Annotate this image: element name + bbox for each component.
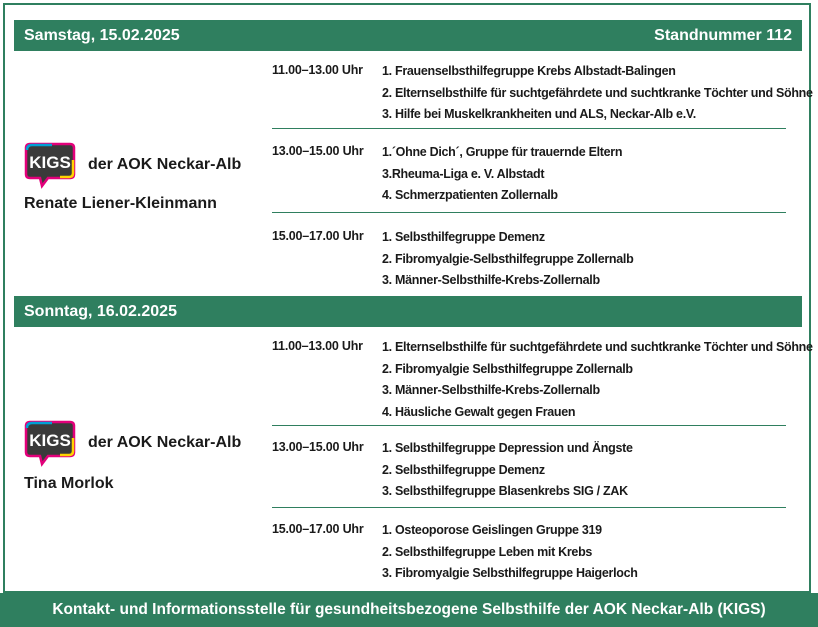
divider (272, 128, 786, 129)
list-item: 4. Schmerzpatienten Zollernalb (382, 188, 558, 202)
saturday-org (22, 140, 241, 190)
svg-text:KIGS: KIGS (29, 153, 71, 172)
list-item: 2. Fibromyalgie-Selbsthilfegruppe Zollernalb (382, 251, 634, 266)
list-item: 2. Selbsthilfegruppe Demenz (382, 462, 545, 477)
list-item: 3. Männer-Selbsthilfe-Krebs-Zollernalb (382, 273, 600, 287)
svg-text:KIGS: KIGS (29, 431, 71, 450)
list-item: 3. Hilfe bei Muskelkrankheiten und ALS, Neckar-Alb e.V. (382, 107, 696, 121)
list-item: 3.Rheuma-Liga e. V. Albstadt (382, 166, 545, 181)
list-item: 1. Selbsthilfegruppe Demenz (382, 230, 545, 244)
list-item: 3. Fibromyalgie Selbsthilfegruppe Haigerloch (382, 566, 638, 580)
list-item: 2. Elternselbsthilfe für suchtgefährdete und suchtkranke Töchter und Söhne (382, 85, 813, 100)
divider (272, 212, 786, 213)
list-item: 1.´Ohne Dich´, Gruppe für trauernde Eltern (382, 145, 623, 159)
saturday-org-name: der AOK Neckar-Alb (88, 156, 242, 173)
sunday-header (14, 296, 802, 327)
list-item: 1. Elternselbsthilfe für suchtgefährdete und suchtkranke Töchter und Söhne (382, 340, 813, 354)
slot-time: 13.00–15.00 Uhr (272, 144, 364, 158)
stand-number: Standnummer 112 (654, 26, 792, 44)
list-item: 1. Osteoporose Geislingen Gruppe 319 (382, 523, 602, 537)
sunday-org (22, 418, 241, 468)
slot-time: 11.00–13.00 Uhr (272, 339, 363, 353)
list-item: 3. Selbsthilfegruppe Blasenkrebs SIG / ZAK (382, 484, 628, 498)
divider (272, 425, 786, 426)
sunday-org-name: der AOK Neckar-Alb (88, 434, 242, 451)
slot-time: 15.00–17.00 Uhr (272, 522, 364, 536)
list-item: 2. Selbsthilfegruppe Leben mit Krebs (382, 544, 593, 559)
list-item: 1. Selbsthilfegruppe Depression und Ängste (382, 441, 633, 455)
slot-time: 13.00–15.00 Uhr (272, 440, 364, 454)
kigs-logo-icon (22, 140, 76, 190)
footer-text: Kontakt- und Informationsstelle für gesundheitsbezogene Selbsthilfe der AOK Neckar-Alb (KIGS) (52, 601, 766, 618)
list-item: 2. Fibromyalgie Selbsthilfegruppe Zollernalb (382, 361, 633, 376)
kigs-logo-icon (22, 418, 76, 468)
slot-time: 11.00–13.00 Uhr (272, 63, 363, 77)
saturday-person: Renate Liener-Kleinmann (24, 195, 217, 212)
sunday-person: Tina Morlok (24, 475, 114, 492)
list-item: 3. Männer-Selbsthilfe-Krebs-Zollernalb (382, 383, 600, 397)
slot-time: 15.00–17.00 Uhr (272, 229, 364, 243)
divider (272, 507, 786, 508)
saturday-date: Samstag, 15.02.2025 (24, 26, 180, 44)
list-item: 1. Frauenselbsthilfegruppe Krebs Albstadt-Balingen (382, 64, 676, 78)
footer-banner (0, 593, 818, 627)
list-item: 4. Häusliche Gewalt gegen Frauen (382, 404, 576, 419)
saturday-header (14, 20, 802, 51)
sunday-date: Sonntag, 16.02.2025 (24, 302, 177, 320)
